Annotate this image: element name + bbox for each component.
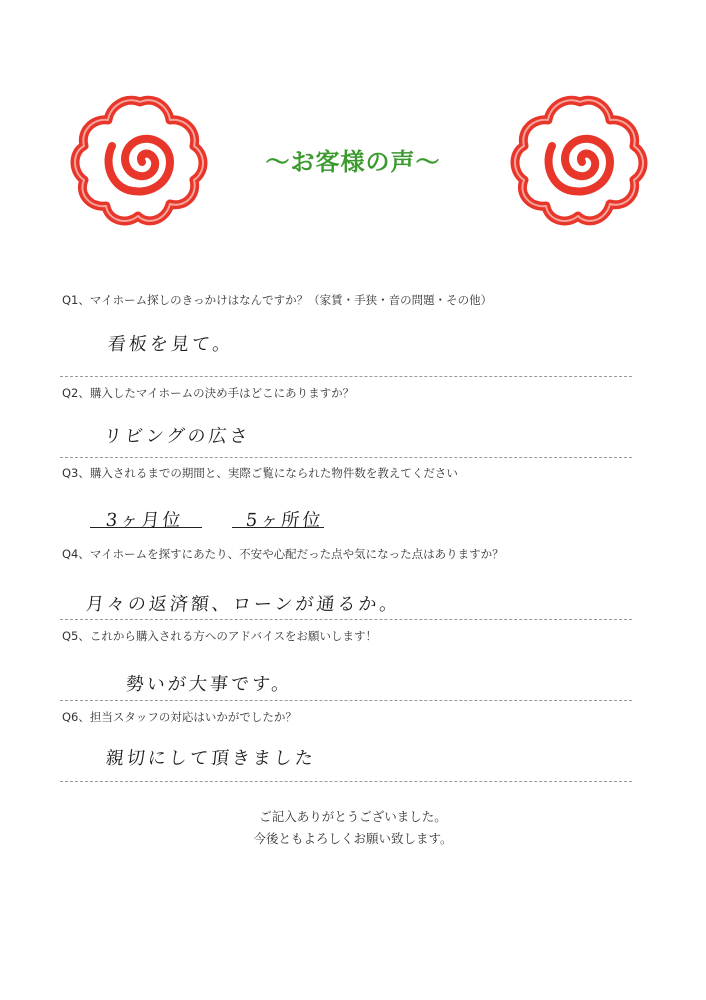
answer-1: 看板を見て。 (106, 334, 235, 355)
answer-2: リビングの広さ (102, 426, 252, 447)
answer-4: 月々の返済額、ローンが通るか。 (84, 594, 402, 615)
question-1-label: Q1、マイホーム探しのきっかけはなんですか？（家賃・手狭・音の問題・その他） (62, 293, 493, 307)
answer-line-4 (60, 619, 632, 620)
answer-6: 親切にして頂きました (104, 748, 317, 769)
closing-message-2: 今後ともよろしくお願い致します。 (253, 831, 453, 846)
closing-message-1: ご記入ありがとうございました。 (259, 809, 447, 824)
answer-3-extra: 5ヶ所位 (244, 510, 325, 531)
question-6-label: Q6、担当スタッフの対応はいかがでしたか？ (62, 710, 297, 724)
question-2-label: Q2、購入したマイホームの決め手はどこにありますか？ (62, 386, 355, 400)
answer-line-6 (60, 781, 632, 782)
answer-line-5 (60, 700, 632, 701)
answer-line-1 (60, 376, 632, 377)
answer-line-2 (60, 457, 632, 458)
answer-5: 勢いが大事です。 (124, 674, 294, 695)
answer-3-extra-underline (232, 527, 324, 528)
page-title: 〜お客様の声〜 (265, 148, 441, 176)
question-5-label: Q5、これから購入される方へのアドバイスをお願いします！ (62, 629, 378, 643)
answer-3: 3ヶ月位 (104, 510, 185, 531)
question-3-label: Q3、購入されるまでの期間と、実際ご覧になられた物件数を教えてください (62, 466, 458, 480)
question-4-label: Q4、マイホームを探すにあたり、不安や心配だった点や気になった点はありますか？ (62, 547, 504, 561)
answer-3-underline (90, 527, 202, 528)
